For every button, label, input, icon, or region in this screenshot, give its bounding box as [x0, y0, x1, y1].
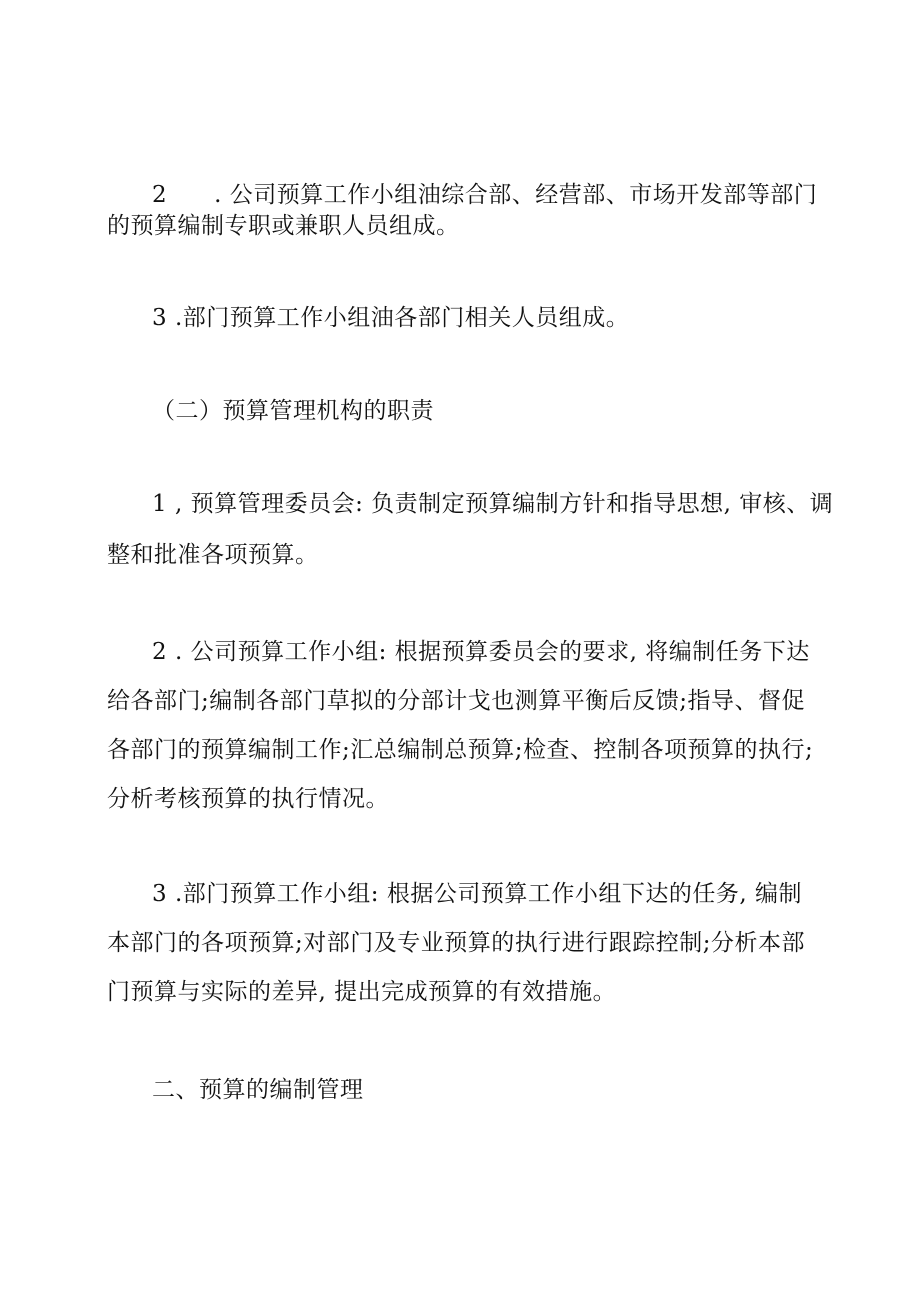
section-heading: 二、预算的编制管理	[152, 1077, 364, 1103]
paragraph-line: 整和批准各项预算。	[107, 542, 319, 568]
paragraph-line: 的预算编制专职或兼职人员组成。	[107, 213, 460, 239]
paragraph-line: 2 . 公司预算工作小组油综合部、经营部、市场开发部等部门	[152, 182, 818, 208]
section-heading: （二）预算管理机构的职责	[152, 398, 434, 424]
paragraph-line: 1 , 预算管理委员会: 负责制定预算编制方针和指导思想, 审核、调	[152, 491, 834, 517]
paragraph-line: 3 .部门预算工作小组油各部门相关人员组成。	[152, 305, 630, 331]
paragraph-line: 分析考核预算的执行情况。	[107, 786, 389, 812]
paragraph-line: 2 . 公司预算工作小组: 根据预算委员会的要求, 将编制任务下达	[152, 639, 810, 665]
paragraph-line: 本部门的各项预算;对部门及专业预算的执行进行跟踪控制;分析本部	[107, 930, 805, 956]
paragraph-line: 各部门的预算编制工作;汇总编制总预算;检查、控制各项预算的执行;	[107, 737, 814, 763]
paragraph-line: 3 .部门预算工作小组: 根据公司预算工作小组下达的任务, 编制	[152, 881, 802, 907]
paragraph-line: 给各部门;编制各部门草拟的分部计戈也测算平衡后反馈;指导、督促	[107, 688, 805, 714]
paragraph-line: 门预算与实际的差异, 提出完成预算的有效措施。	[107, 979, 617, 1005]
